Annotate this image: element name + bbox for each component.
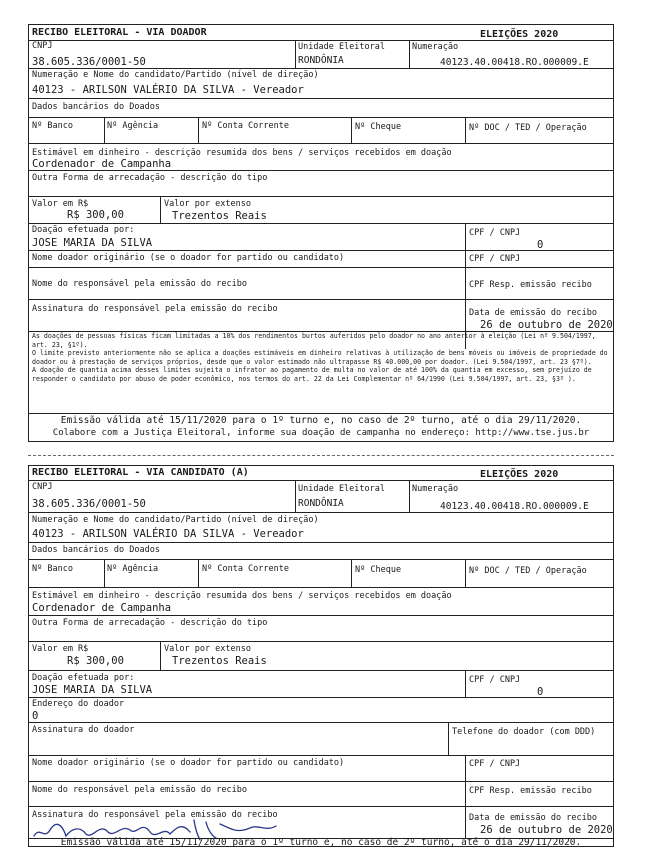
donor-cpf-value: 0 xyxy=(537,239,544,251)
cand-cpf-resp-label: CPF Resp. emissão recibo xyxy=(469,786,592,796)
cand-assinatura-doador-label: Assinatura do doador xyxy=(32,725,135,735)
cand-unidade-value: RONDÔNIA xyxy=(298,498,344,509)
donor-cpf-label: CPF / CNPJ xyxy=(469,228,521,238)
donor-doc-label: Nº DOC / TED / Operação xyxy=(469,123,587,133)
cand-banco-label: Nº Banco xyxy=(32,564,73,574)
cand-numeracao-label: Numeração xyxy=(412,484,459,494)
donor-doacao-value: JOSE MARIA DA SILVA xyxy=(32,237,153,249)
donor-data-label: Data de emissão do recibo xyxy=(469,308,597,318)
donor-originario-label: Nome doador originário (se o doador for partido ou candidato) xyxy=(32,253,345,263)
cand-valor-value: R$ 300,00 xyxy=(67,655,124,667)
donor-conta-label: Nº Conta Corrente xyxy=(202,121,289,131)
cut-line xyxy=(28,455,614,456)
donor-note-1: As doações de pessoas físicas ficam limitadas a 10% dos rendimentos burtos auferidos pelo doador no ano anterior à eleição (Lei nº 9.504/1997, art. 23, §1º). xyxy=(32,332,596,349)
donor-data-value: 26 de outubro de 2020 xyxy=(480,319,613,331)
cand-telefone-label: Telefone do doador (com DDD) xyxy=(452,727,596,737)
donor-note-3: A doação de quantia acima desses limites sujeita o infrator ao pagamento de multa no valor de até 100% da quantia em excesso, sem prejuízo de responder o candidato por abuso de poder econômico, nos termos do art. 22 da Lei Complementar nº 64/1990 (Lei 9.504/1997, art. 23, §3º ). xyxy=(32,366,592,383)
cand-bank-header: Dados bancários do Doados xyxy=(32,545,160,555)
cand-doc-label: Nº DOC / TED / Operação xyxy=(469,566,587,576)
donor-cpf2-label: CPF / CNPJ xyxy=(469,254,521,264)
cand-agencia-label: Nº Agência xyxy=(107,564,159,574)
donor-extenso-label: Valor por extenso xyxy=(164,199,251,209)
cand-extenso-value: Trezentos Reais xyxy=(172,655,267,667)
donor-bank-header: Dados bancários do Doados xyxy=(32,102,160,112)
cand-endereco-label: Endereço do doador xyxy=(32,699,125,709)
donor-cpf-resp-label: CPF Resp. emissão recibo xyxy=(469,280,592,290)
cand-cpf2-label: CPF / CNPJ xyxy=(469,759,521,769)
cand-data-value: 26 de outubro de 2020 xyxy=(480,824,613,836)
cand-cpf-value: 0 xyxy=(537,686,544,698)
cand-originario-label: Nome doador originário (se o doador for partido ou candidato) xyxy=(32,758,345,768)
cand-election-year: ELEIÇÕES 2020 xyxy=(480,469,559,480)
donor-estimavel-value: Cordenador de Campanha xyxy=(32,158,172,170)
cand-estimavel-value: Cordenador de Campanha xyxy=(32,602,172,614)
cand-data-label: Data de emissão do recibo xyxy=(469,813,597,823)
cand-cnpj-label: CNPJ xyxy=(32,482,53,492)
donor-candidate-label: Numeração e Nome do candidato/Partido (nível de direção) xyxy=(32,70,319,80)
donor-numeracao-value: 40123.40.00418.RO.000009.E xyxy=(440,57,589,68)
donor-legal-notes xyxy=(32,332,612,384)
cand-resp-nome-label: Nome do responsável pela emissão do recibo xyxy=(32,785,247,795)
donor-numeracao-label: Numeração xyxy=(412,42,459,52)
donor-unidade-label: Unidade Eleitoral xyxy=(298,42,385,52)
cand-outra-label: Outra Forma de arrecadação - descrição do tipo xyxy=(32,618,268,628)
cand-valor-label: Valor em R$ xyxy=(32,644,89,654)
cand-conta-label: Nº Conta Corrente xyxy=(202,564,289,574)
donor-cnpj-value: 38.605.336/0001-50 xyxy=(32,56,146,68)
cand-estimavel-label: Estimável em dinheiro - descrição resumida dos bens / serviços recebidos em doação xyxy=(32,591,452,601)
cand-candidate-label: Numeração e Nome do candidato/Partido (nível de direção) xyxy=(32,515,319,525)
cand-numeracao-value: 40123.40.00418.RO.000009.E xyxy=(440,501,589,512)
donor-outra-label: Outra Forma de arrecadação - descrição do tipo xyxy=(32,173,268,183)
donor-receipt-title: RECIBO ELEITORAL - VIA DOADOR xyxy=(32,27,207,38)
donor-valor-label: Valor em R$ xyxy=(32,199,89,209)
donor-validity: Emissão válida até 15/11/2020 para o 1º turno e, no caso de 2º turno, até o dia 29/11/2020. xyxy=(60,415,582,426)
donor-estimavel-label: Estimável em dinheiro - descrição resumida dos bens / serviços recebidos em doação xyxy=(32,148,452,158)
cand-receipt-title: RECIBO ELEITORAL - VIA CANDIDATO (A) xyxy=(32,467,249,478)
cand-endereco-value: 0 xyxy=(32,710,39,722)
cand-unidade-label: Unidade Eleitoral xyxy=(298,484,385,494)
cand-cheque-label: Nº Cheque xyxy=(355,565,402,575)
donor-extenso-value: Trezentos Reais xyxy=(172,210,267,222)
donor-cheque-label: Nº Cheque xyxy=(355,122,402,132)
donor-colabore: Colabore com a Justiça Eleitoral, informe sua doação de campanha no endereço: http://www.tse.jus.br xyxy=(52,428,590,438)
cand-doacao-label: Doação efetuada por: xyxy=(32,673,135,683)
donor-agencia-label: Nº Agência xyxy=(107,121,159,131)
cand-cpf-label: CPF / CNPJ xyxy=(469,675,521,685)
donor-valor-value: R$ 300,00 xyxy=(67,209,124,221)
cand-candidate-value: 40123 - ARILSON VALÉRIO DA SILVA - Vereador xyxy=(32,528,304,540)
cand-validity: Emissão válida até 15/11/2020 para o 1º turno e, no caso de 2º turno, até o dia 29/11/2020. xyxy=(60,837,582,848)
donor-note-2: O limite previsto anteriormente não se aplica a doações estimáveis em dinheiro relativas à utilização de bens móveis ou imóveis de propriedade do doador ou à prestação de serviços próprios, desde que o valor estimado não ultrapasse R$ 40.000,00 por doador. (Lei 9.504/1997, art. 23 §7º). xyxy=(32,349,608,366)
donor-doacao-label: Doação efetuada por: xyxy=(32,225,135,235)
donor-assinatura-label: Assinatura do responsável pela emissão do recibo xyxy=(32,304,278,314)
donor-election-year: ELEIÇÕES 2020 xyxy=(480,29,559,40)
cand-doacao-value: JOSE MARIA DA SILVA xyxy=(32,684,153,696)
cand-cnpj-value: 38.605.336/0001-50 xyxy=(32,498,146,510)
donor-resp-nome-label: Nome do responsável pela emissão do recibo xyxy=(32,279,247,289)
cand-extenso-label: Valor por extenso xyxy=(164,644,251,654)
donor-banco-label: Nº Banco xyxy=(32,121,73,131)
donor-unidade-value: RONDÔNIA xyxy=(298,55,344,66)
donor-candidate-value: 40123 - ARILSON VALÉRIO DA SILVA - Vereador xyxy=(32,84,304,96)
cand-assinatura-label: Assinatura do responsável pela emissão do recibo xyxy=(32,810,278,820)
donor-cnpj-label: CNPJ xyxy=(32,41,53,51)
